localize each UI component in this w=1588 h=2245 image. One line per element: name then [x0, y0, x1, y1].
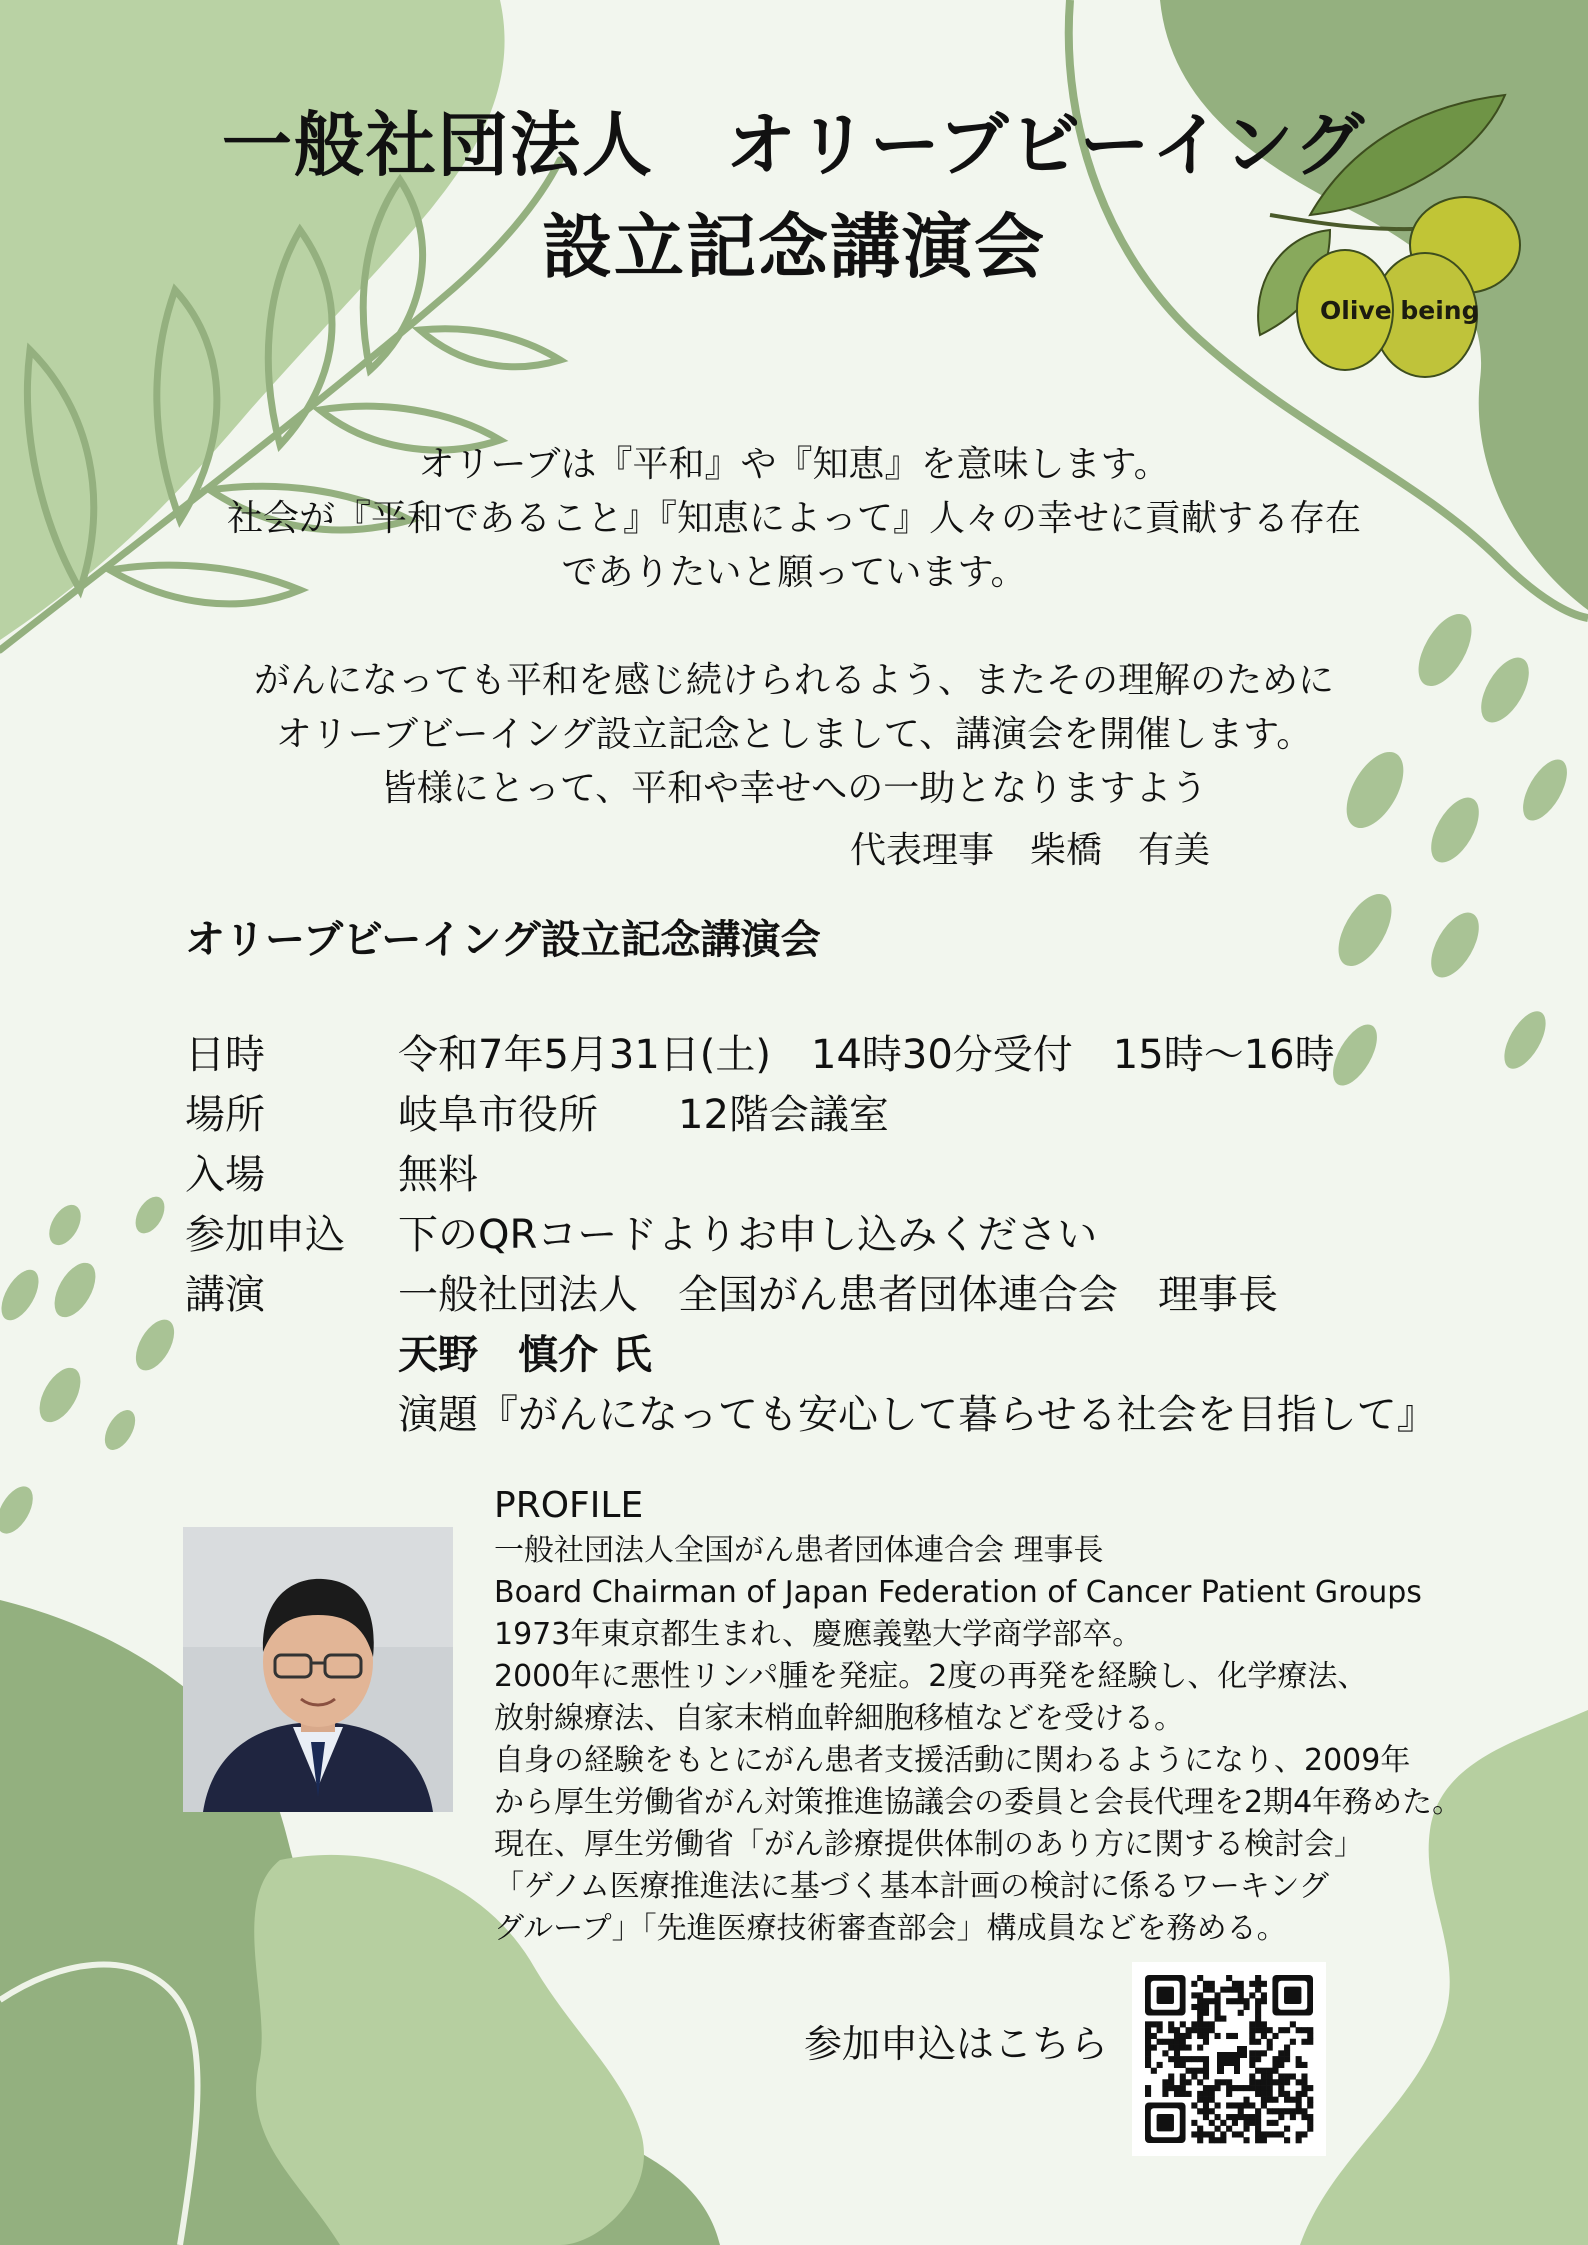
detail-row-place: [185, 1085, 1437, 1145]
detail-row-lecture: [185, 1265, 1437, 1325]
profile-line: 放射線療法、自家末梢血幹細胞移植などを受ける。: [494, 1701, 1184, 1736]
profile-line: から厚生労働省がん対策推進協議会の委員と会長代理を2期4年務めた。: [494, 1785, 1463, 1820]
place-label: 場所: [185, 1092, 265, 1138]
lecture-label: 講演: [185, 1272, 265, 1318]
apply-value: 下のQRコードよりお申し込みください: [398, 1212, 1098, 1258]
profile-heading: PROFILE: [494, 1485, 644, 1526]
intro-line: 社会が『平和であること』『知恵によって』人々の幸せに貢献する存在: [226, 498, 1361, 539]
profile-line: 1973年東京都生まれ、慶應義塾大学商学部卒。: [494, 1617, 1143, 1652]
profile-line: グループ」「先進医療技術審査部会」構成員などを務める。: [494, 1911, 1287, 1946]
signature: 代表理事 柴橋 有美: [850, 830, 1211, 871]
speaker-profile: [494, 1484, 1462, 1950]
lecture-title: 演題『がんになっても安心して暮らせる社会を目指して』: [398, 1392, 1437, 1438]
profile-line: 2000年に悪性リンパ腫を発症。2度の再発を経験し、化学療法、: [494, 1659, 1368, 1694]
intro-line: 皆様にとって、平和や幸せへの一助となりますよう: [380, 768, 1208, 809]
profile-line: Board Chairman of Japan Federation of Cancer Patient Groups: [494, 1575, 1422, 1610]
intro-message: [0, 438, 1588, 816]
page-title-line1: 一般社団法人 オリーブビーイング: [221, 104, 1367, 186]
profile-line: 現在、厚生労働省「がん診療提供体制のあり方に関する検討会」: [494, 1827, 1364, 1862]
detail-row-date: [185, 1025, 1437, 1085]
intro-line: がんになっても平和を感じ続けられるよう、またその理解のために: [253, 660, 1334, 701]
admission-value: 無料: [398, 1152, 478, 1198]
profile-line: 自身の経験をもとにがん患者支援活動に関わるようになり、2009年: [494, 1743, 1411, 1778]
place-value: 岐阜市役所 12階会議室: [398, 1092, 889, 1138]
admission-label: 入場: [185, 1152, 265, 1198]
event-heading: オリーブビーイング設立記念講演会: [185, 917, 821, 963]
intro-line: でありたいと願っています。: [561, 552, 1027, 593]
qr-code[interactable]: [1132, 1962, 1326, 2156]
intro-line: [0, 600, 1588, 654]
lecture-org: 一般社団法人 全国がん患者団体連合会 理事長: [398, 1272, 1278, 1318]
event-details: [185, 1025, 1437, 1445]
detail-row-apply: [185, 1205, 1437, 1265]
lecturer-name: 天野 慎介 氏: [398, 1332, 652, 1378]
detail-row-lecture-title: [185, 1385, 1437, 1445]
speaker-photo: [183, 1527, 453, 1812]
apply-cta-text: 参加申込はこちら: [804, 2022, 1109, 2066]
intro-line: オリーブは『平和』や『知恵』を意味します。: [418, 444, 1170, 485]
date-label: 日時: [185, 1032, 265, 1078]
apply-label: 参加申込: [185, 1212, 345, 1258]
profile-line: 「ゲノム医療推進法に基づく基本計画の検討に係るワーキング: [494, 1869, 1329, 1904]
intro-line: オリーブビーイング設立記念としまして、講演会を開催します。: [275, 714, 1313, 755]
date-value: 令和7年5月31日(土) 14時30分受付 15時～16時: [398, 1032, 1335, 1078]
profile-line: 一般社団法人全国がん患者団体連合会 理事長: [494, 1533, 1104, 1568]
detail-row-admission: [185, 1145, 1437, 1205]
logo-text: Olive being: [1320, 296, 1480, 325]
page-title-line2: 設立記念講演会: [542, 206, 1046, 288]
detail-row-lecturer: [185, 1325, 1437, 1385]
